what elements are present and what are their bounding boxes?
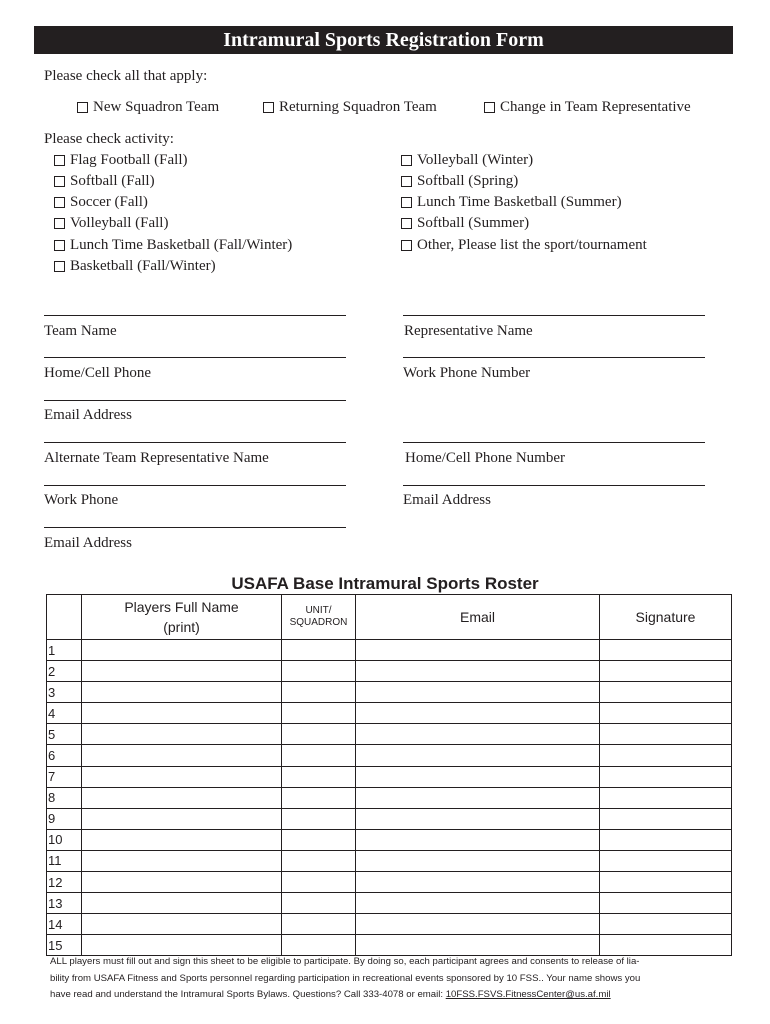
checkbox-activity-left[interactable]: [54, 193, 148, 211]
checkbox-label: Softball (Summer): [417, 215, 530, 231]
row-number: 7: [47, 766, 82, 787]
checkbox-label: Lunch Time Basketball (Fall/Winter): [70, 237, 293, 253]
footer-line-1: ALL players must fill out and sign this sheet to be eligible to participate. By doing so, each participant agrees and consents to release of lia-: [50, 956, 640, 967]
unit-squadron-cell[interactable]: [282, 661, 356, 682]
email-cell[interactable]: [356, 808, 600, 829]
alt-rep-name-label: Alternate Team Representative Name: [44, 450, 269, 466]
team-name-label: Team Name: [44, 323, 117, 339]
table-row: [47, 724, 732, 745]
signature-cell[interactable]: [600, 787, 732, 808]
email-address-line[interactable]: [44, 400, 346, 401]
row-number: 3: [47, 682, 82, 703]
signature-cell[interactable]: [600, 935, 732, 956]
checkbox-activity-left[interactable]: [54, 214, 168, 232]
signature-cell[interactable]: [600, 808, 732, 829]
signature-cell[interactable]: [600, 893, 732, 914]
table-row: [47, 850, 732, 871]
player-name-cell[interactable]: [82, 893, 282, 914]
roster-header-row: [47, 595, 732, 640]
roster-body: [47, 640, 732, 956]
checkbox-activity-left[interactable]: [54, 236, 292, 254]
player-name-cell[interactable]: [82, 745, 282, 766]
alt-home-cell-phone-label: Home/Cell Phone Number: [405, 450, 565, 466]
footer-line-2: bility from USAFA Fitness and Sports personnel regarding participation in recreational events sponsored by 10 FSS.. Your name shows you: [50, 972, 641, 984]
unit-squadron-cell[interactable]: [282, 914, 356, 935]
row-number: 15: [47, 935, 82, 956]
player-name-cell[interactable]: [82, 703, 282, 724]
row-number: 11: [47, 850, 82, 871]
table-row: [47, 661, 732, 682]
checkbox-activity-left[interactable]: [54, 151, 188, 169]
checkbox-activity-right[interactable]: [401, 193, 622, 211]
player-name-cell[interactable]: [82, 829, 282, 850]
email-cell[interactable]: [356, 893, 600, 914]
checkbox-label: Soccer (Fall): [70, 194, 148, 210]
table-row: [47, 808, 732, 829]
checkbox-square[interactable]: [54, 176, 65, 187]
row-number: 12: [47, 872, 82, 893]
player-name-cell[interactable]: [82, 787, 282, 808]
signature-cell[interactable]: [600, 640, 732, 661]
unit-squadron-cell[interactable]: [282, 640, 356, 661]
checkbox-label: Change in Team Representative: [500, 99, 691, 115]
footer-notice: [50, 954, 722, 1004]
checkbox-square[interactable]: [54, 261, 65, 272]
signature-cell[interactable]: [600, 703, 732, 724]
team-name-line[interactable]: [44, 315, 346, 316]
table-row: [47, 682, 732, 703]
checkbox-label: New Squadron Team: [93, 99, 220, 115]
email-cell[interactable]: [356, 745, 600, 766]
header-number: [47, 595, 82, 640]
checkbox-square[interactable]: [401, 218, 412, 229]
player-name-cell[interactable]: [82, 850, 282, 871]
table-row: [47, 829, 732, 850]
checkbox-square[interactable]: [54, 197, 65, 208]
table-row: [47, 872, 732, 893]
work-phone-label: Work Phone: [44, 492, 119, 508]
player-name-cell[interactable]: [82, 640, 282, 661]
unit-squadron-cell[interactable]: [282, 724, 356, 745]
signature-cell[interactable]: [600, 682, 732, 703]
header-name-line1: Players Full Name: [124, 599, 239, 615]
unit-squadron-cell[interactable]: [282, 745, 356, 766]
email-cell[interactable]: [356, 703, 600, 724]
unit-squadron-cell[interactable]: [282, 682, 356, 703]
alt-email-left-label: Email Address: [44, 535, 132, 551]
email-cell[interactable]: [356, 850, 600, 871]
checkbox-activity-right[interactable]: [401, 151, 533, 169]
header-players-full-name: [82, 595, 282, 640]
signature-cell[interactable]: [600, 850, 732, 871]
roster-table: [46, 594, 732, 956]
work-phone-line[interactable]: [44, 485, 346, 486]
table-row: [47, 703, 732, 724]
alt-email-right-label: Email Address: [403, 492, 491, 508]
checkbox-activity-right[interactable]: [401, 172, 518, 190]
unit-squadron-cell[interactable]: [282, 808, 356, 829]
signature-cell[interactable]: [600, 745, 732, 766]
checkbox-square[interactable]: [54, 218, 65, 229]
header-unit-line1: UNIT/: [305, 605, 332, 616]
row-number: 5: [47, 724, 82, 745]
checkbox-activity-left[interactable]: [54, 172, 155, 190]
player-name-cell[interactable]: [82, 661, 282, 682]
player-name-cell[interactable]: [82, 914, 282, 935]
unit-squadron-cell[interactable]: [282, 935, 356, 956]
checkbox-square[interactable]: [401, 176, 412, 187]
row-number: 6: [47, 745, 82, 766]
checkbox-activity-right[interactable]: [401, 236, 647, 254]
email-cell[interactable]: [356, 661, 600, 682]
activity-prompt: Please check activity:: [44, 131, 174, 147]
rep-name-label: Representative Name: [404, 323, 533, 339]
email-cell[interactable]: [356, 640, 600, 661]
email-cell[interactable]: [356, 766, 600, 787]
checkbox-label: Volleyball (Fall): [70, 215, 169, 231]
checkbox-label: Volleyball (Winter): [417, 152, 534, 168]
checkbox-label: Softball (Spring): [417, 173, 519, 189]
email-cell[interactable]: [356, 829, 600, 850]
checkbox-square[interactable]: [401, 197, 412, 208]
alt-email-right-line[interactable]: [403, 485, 705, 486]
signature-cell[interactable]: [600, 914, 732, 935]
checkbox-label: Other, Please list the sport/tournament: [417, 237, 647, 253]
signature-cell[interactable]: [600, 661, 732, 682]
header-signature: Signature: [600, 595, 732, 640]
row-number: 4: [47, 703, 82, 724]
table-row: [47, 914, 732, 935]
unit-squadron-cell[interactable]: [282, 703, 356, 724]
player-name-cell[interactable]: [82, 724, 282, 745]
checkbox-square[interactable]: [401, 240, 412, 251]
checkbox-returning-squadron-team[interactable]: [263, 98, 437, 116]
row-number: 13: [47, 893, 82, 914]
signature-cell[interactable]: [600, 766, 732, 787]
table-row: [47, 640, 732, 661]
checkbox-activity-left[interactable]: [54, 257, 216, 275]
home-cell-phone-line[interactable]: [44, 357, 346, 358]
signature-cell[interactable]: [600, 872, 732, 893]
email-address-label: Email Address: [44, 407, 132, 423]
player-name-cell[interactable]: [82, 766, 282, 787]
work-phone-number-label: Work Phone Number: [403, 365, 531, 381]
unit-squadron-cell[interactable]: [282, 829, 356, 850]
checkbox-square[interactable]: [77, 102, 88, 113]
checkbox-change-team-representative[interactable]: [484, 98, 691, 116]
unit-squadron-cell[interactable]: [282, 766, 356, 787]
checkbox-activity-right[interactable]: [401, 214, 529, 232]
checkbox-label: Basketball (Fall/Winter): [70, 258, 216, 274]
checkbox-new-squadron-team[interactable]: [77, 98, 219, 116]
form-title: Intramural Sports Registration Form: [34, 26, 733, 54]
roster-title: USAFA Base Intramural Sports Roster: [231, 574, 539, 593]
work-phone-number-line[interactable]: [403, 357, 705, 358]
checkbox-square[interactable]: [263, 102, 274, 113]
checkbox-square[interactable]: [484, 102, 495, 113]
checkbox-label: Flag Football (Fall): [70, 152, 188, 168]
header-email: Email: [356, 595, 600, 640]
row-number: 8: [47, 787, 82, 808]
contact-email-link[interactable]: 10FSS.FSVS.FitnessCenter@us.af.mil: [445, 989, 611, 1000]
checkbox-square[interactable]: [54, 155, 65, 166]
alt-rep-name-line[interactable]: [44, 442, 346, 443]
email-cell[interactable]: [356, 872, 600, 893]
home-cell-phone-label: Home/Cell Phone: [44, 365, 152, 381]
alt-email-left-line[interactable]: [44, 527, 346, 528]
checkbox-square[interactable]: [54, 240, 65, 251]
row-number: 9: [47, 808, 82, 829]
table-row: [47, 787, 732, 808]
player-name-cell[interactable]: [82, 935, 282, 956]
checkbox-label: Softball (Fall): [70, 173, 155, 189]
unit-squadron-cell[interactable]: [282, 850, 356, 871]
checkbox-label: Lunch Time Basketball (Summer): [417, 194, 622, 210]
unit-squadron-cell[interactable]: [282, 787, 356, 808]
table-row: [47, 935, 732, 956]
table-row: [47, 745, 732, 766]
email-cell[interactable]: [356, 914, 600, 935]
player-name-cell[interactable]: [82, 872, 282, 893]
row-number: 14: [47, 914, 82, 935]
row-number: 1: [47, 640, 82, 661]
footer-line-3-text: have read and understand the Intramural Sports Bylaws. Questions? Call 333-4078 or email:: [50, 989, 446, 1000]
check-prompt: Please check all that apply:: [44, 68, 208, 84]
table-row: [47, 893, 732, 914]
player-name-cell[interactable]: [82, 682, 282, 703]
rep-name-line[interactable]: [403, 315, 705, 316]
header-unit-line2: SQUADRON: [289, 617, 348, 628]
email-cell[interactable]: [356, 935, 600, 956]
table-row: [47, 766, 732, 787]
row-number: 10: [47, 829, 82, 850]
alt-home-cell-phone-line[interactable]: [403, 442, 705, 443]
header-unit-squadron: [282, 595, 356, 640]
email-cell[interactable]: [356, 787, 600, 808]
unit-squadron-cell[interactable]: [282, 872, 356, 893]
footer-line-3: [50, 987, 722, 1004]
email-cell[interactable]: [356, 724, 600, 745]
signature-cell[interactable]: [600, 829, 732, 850]
unit-squadron-cell[interactable]: [282, 893, 356, 914]
header-name-line2: (print): [163, 619, 200, 635]
signature-cell[interactable]: [600, 724, 732, 745]
email-cell[interactable]: [356, 682, 600, 703]
row-number: 2: [47, 661, 82, 682]
checkbox-label: Returning Squadron Team: [279, 99, 437, 115]
player-name-cell[interactable]: [82, 808, 282, 829]
checkbox-square[interactable]: [401, 155, 412, 166]
